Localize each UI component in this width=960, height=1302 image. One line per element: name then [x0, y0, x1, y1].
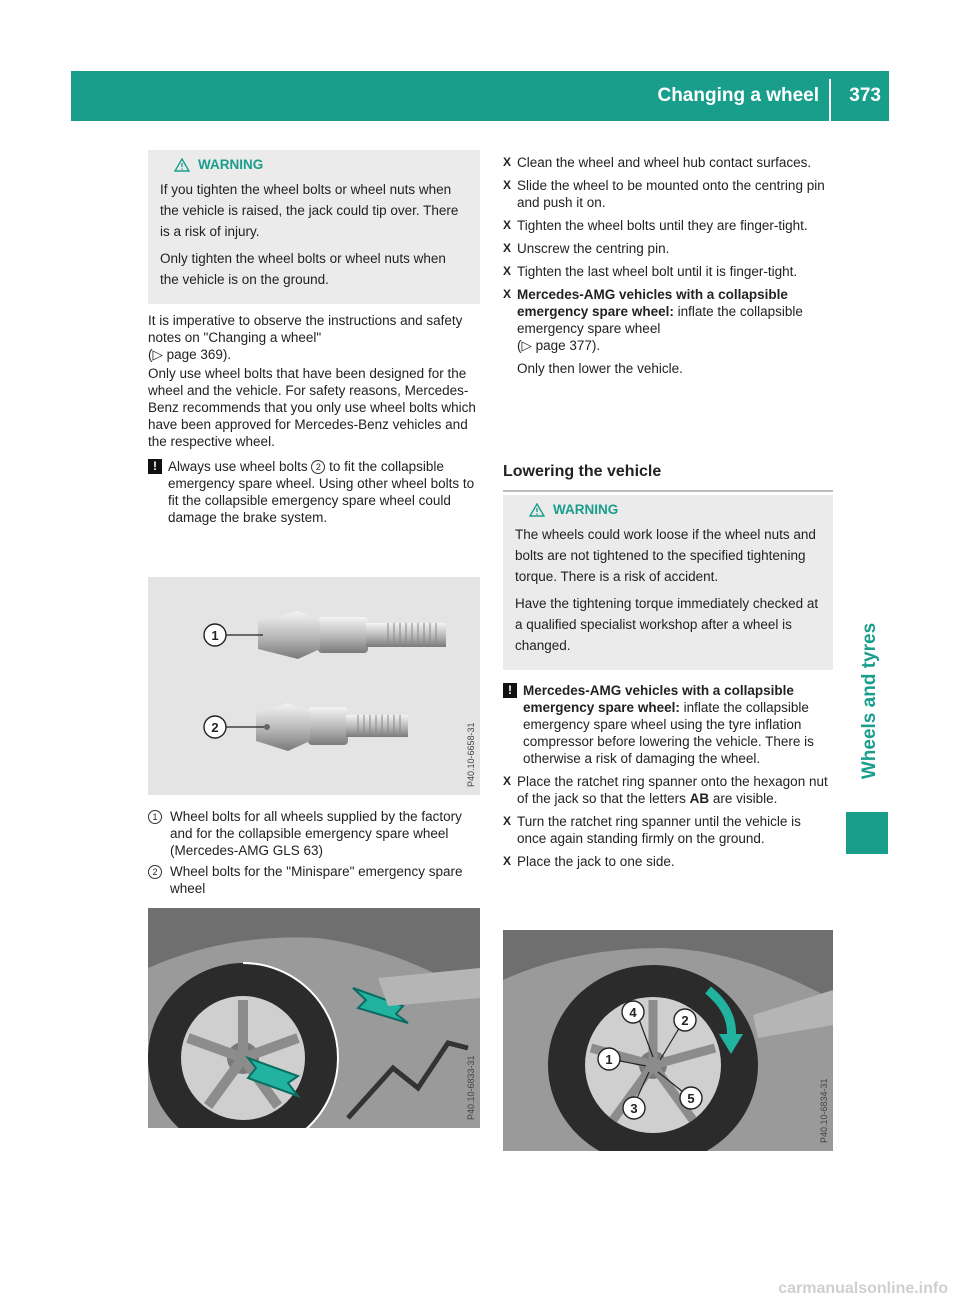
- instruction-step: X Clean the wheel and wheel hub contact surfaces.: [503, 155, 812, 170]
- callout-label: 3: [630, 1101, 638, 1116]
- section-heading: Lowering the vehicle: [503, 463, 833, 492]
- warning-triangle-icon: [529, 503, 545, 517]
- callout-label: 2: [681, 1013, 689, 1028]
- step-arrow-icon: X: [503, 854, 512, 868]
- car-wheel-jack-illustration: [148, 908, 480, 1128]
- callout-label: 5: [687, 1091, 695, 1106]
- bolt-collar: [308, 707, 348, 745]
- legend-item: 2 Wheel bolts for the "Minispare" emergency spare wheel: [148, 863, 480, 897]
- left-column: [148, 150, 480, 526]
- step-arrow-icon: X: [503, 814, 512, 828]
- paragraph: It is imperative to observe the instructions and safety notes on "Changing a wheel" (▷ page 369).: [148, 313, 463, 362]
- header-divider: [829, 79, 831, 121]
- page-reference-link[interactable]: (▷ page 369).: [148, 347, 232, 362]
- header-bar: [71, 71, 889, 121]
- instruction-step: X Place the jack to one side.: [503, 854, 675, 869]
- callout-label: 4: [629, 1005, 637, 1020]
- legend-item: 1 Wheel bolts for all wheels supplied by the factory and for the collapsible emergency spare wheel (Mercedes-AMG GLS 63): [148, 808, 480, 859]
- step-arrow-icon: X: [503, 178, 512, 192]
- figure-code: P40.10-6834-31: [819, 1078, 829, 1143]
- step-arrow-icon: X: [503, 218, 512, 232]
- bolt-head-hex: [258, 611, 320, 659]
- step-arrow-icon: X: [503, 264, 512, 278]
- right-column-lower: [503, 495, 833, 870]
- instruction-step: X Slide the wheel to be mounted onto the centring pin and push it on.: [503, 178, 825, 210]
- callout-number: 1: [148, 810, 162, 824]
- callout-label: 1: [211, 628, 219, 643]
- page-number: 373: [849, 85, 881, 106]
- right-column: [503, 154, 833, 377]
- caution-note: ! Always use wheel bolts 2 to fit the collapsible emergency spare wheel. Using other wheel bolts to fit the collapsible emergency spare wheel could damage the brake system.: [148, 458, 480, 526]
- instruction-step: X Turn the ratchet ring spanner until the vehicle is once again standing firmly on the ground.: [503, 814, 801, 846]
- warning-title: WARNING: [198, 157, 264, 172]
- figure-code: P40.10-6833-31: [466, 1055, 476, 1120]
- step-arrow-icon: X: [503, 155, 512, 169]
- bolt-collar: [318, 617, 368, 653]
- warning-box: [148, 150, 480, 304]
- step-arrow-icon: X: [503, 287, 512, 301]
- side-tab-marker: [846, 812, 888, 854]
- step-arrow-icon: X: [503, 774, 512, 788]
- paragraph: Only use wheel bolts that have been designed for the wheel and the vehicle. For safety reasons, Mercedes-Benz recommends that you only use wheel bolts which have been approved for Mercedes-Benz vehicles and the respective wheel.: [148, 366, 476, 449]
- callout-number: 2: [148, 865, 162, 879]
- warning-triangle-icon: [174, 158, 190, 172]
- side-tab-label: [840, 600, 894, 800]
- bolt-sequence-figure: [503, 930, 833, 1151]
- instruction-step: X Place the ratchet ring spanner onto the hexagon nut of the jack so that the letters AB are visible.: [503, 774, 828, 806]
- bolt-thread: [346, 715, 408, 737]
- exclamation-icon: !: [148, 459, 162, 474]
- warning-box: [503, 495, 833, 670]
- callout-label: 1: [605, 1052, 613, 1067]
- page-reference-link[interactable]: (▷ page 377).: [517, 338, 601, 353]
- warning-text: Only tighten the wheel bolts or wheel nuts when the vehicle is on the ground.: [160, 251, 446, 287]
- side-tab-text: Wheels and tyres: [859, 622, 880, 780]
- watermark: carmanualsonline.info: [778, 1280, 948, 1297]
- instruction-step: X Unscrew the centring pin.: [503, 241, 670, 256]
- instruction-step: X Tighten the last wheel bolt until it is finger-tight.: [503, 264, 798, 279]
- warning-title: WARNING: [553, 502, 619, 517]
- callout-label: 2: [211, 720, 219, 735]
- callout-number: 2: [311, 460, 325, 474]
- warning-text: The wheels could work loose if the wheel nuts and bolts are not tightened to the specified tightening torque. There is a risk of accident.: [515, 527, 816, 584]
- exclamation-icon: !: [503, 683, 517, 698]
- warning-text: If you tighten the wheel bolts or wheel nuts when the vehicle is raised, the jack could tip over. There is a risk of injury.: [160, 182, 459, 239]
- wheel-bolts-illustration: [148, 577, 480, 795]
- wheel-bolt-sequence-illustration: [503, 930, 833, 1151]
- wheel-bolts-figure: [148, 577, 480, 795]
- caution-note: ! Mercedes-AMG vehicles with a collapsible emergency spare wheel: inflate the collapsible emergency spare wheel using the tyre inflation compressor before lowering the vehicle. There is otherwise a risk of damaging the wheel.: [503, 682, 833, 767]
- figure-code: P40.10-6658-31: [466, 722, 476, 787]
- figure-legend: [148, 804, 480, 897]
- instruction-step: X Mercedes-AMG vehicles with a collapsible emergency spare wheel: inflate the collapsible emergency spare wheel (▷ page 377). Only then lower the vehicle.: [503, 287, 803, 376]
- instruction-step: X Tighten the wheel bolts until they are finger-tight.: [503, 218, 808, 233]
- page-title: Changing a wheel: [657, 85, 819, 106]
- jack-placement-figure: [148, 908, 480, 1128]
- step-arrow-icon: X: [503, 241, 512, 255]
- warning-text: Have the tightening torque immediately checked at a qualified specialist workshop after a wheel is changed.: [515, 596, 819, 653]
